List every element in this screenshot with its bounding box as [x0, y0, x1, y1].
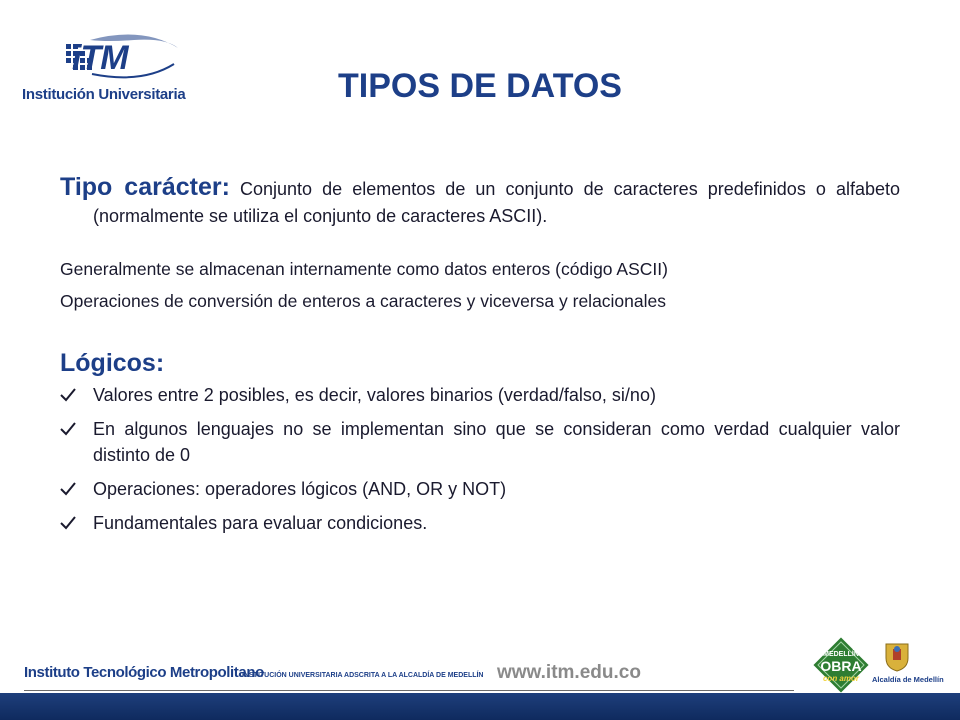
caracter-term: Tipo carácter: — [60, 173, 230, 201]
logicos-list — [60, 382, 900, 536]
checkmark-icon — [60, 516, 76, 530]
list-item-text: En algunos lenguajes no se implementan sino que se consideran como verdad cualquier valor distinto de 0 — [93, 419, 900, 465]
footer-divider — [24, 690, 794, 691]
list-item-text: Operaciones: operadores lógicos (AND, OR y NOT) — [93, 479, 507, 499]
caracter-description: Conjunto de elementos de un conjunto de caracteres predefinidos o alfabeto (normalmente se utiliza el conjunto de caracteres ASCII). — [93, 179, 901, 226]
checkmark-icon — [60, 422, 76, 436]
list-item — [60, 476, 900, 502]
logicos-heading: Lógicos: — [60, 349, 165, 377]
footer-institution: Instituto Tecnológico Metropolitano — [24, 664, 264, 681]
medellin-obra-badge — [810, 634, 872, 696]
slide-title: TIPOS DE DATOS — [337, 67, 622, 105]
list-item — [60, 382, 900, 408]
medellin-crest-icon — [884, 642, 910, 672]
list-item — [60, 510, 900, 536]
badge-main-text: OBRA — [820, 658, 862, 674]
footer-url: www.itm.edu.co — [497, 662, 641, 683]
footer-adscrita: INSTITUCIÓN UNIVERSITARIA ADSCRITA A LA ALCALDÍA DE MEDELLÍN — [242, 672, 484, 679]
caracter-paragraph — [60, 174, 900, 230]
checkmark-icon — [60, 388, 76, 402]
caracter-note-2: Operaciones de conversión de enteros a caracteres y viceversa y relacionales — [60, 291, 667, 311]
logo-wordmark: iTM — [72, 39, 128, 77]
bottom-band — [0, 693, 960, 720]
list-item-text: Fundamentales para evaluar condiciones. — [93, 513, 428, 533]
list-item — [60, 416, 900, 468]
badge-sub-text: con amor — [822, 674, 859, 683]
slide-content — [60, 174, 900, 544]
checkmark-icon — [60, 482, 76, 496]
alcaldia-label: Alcaldía de Medellín — [872, 675, 944, 684]
caracter-note-1: Generalmente se almacenan internamente como datos enteros (código ASCII) — [60, 259, 668, 279]
list-item-text: Valores entre 2 posibles, es decir, valores binarios (verdad/falso, si/no) — [93, 385, 656, 405]
badge-top-text: MEDELLÍN — [823, 651, 859, 658]
logo-subtitle: Institución Universitaria — [22, 86, 186, 103]
